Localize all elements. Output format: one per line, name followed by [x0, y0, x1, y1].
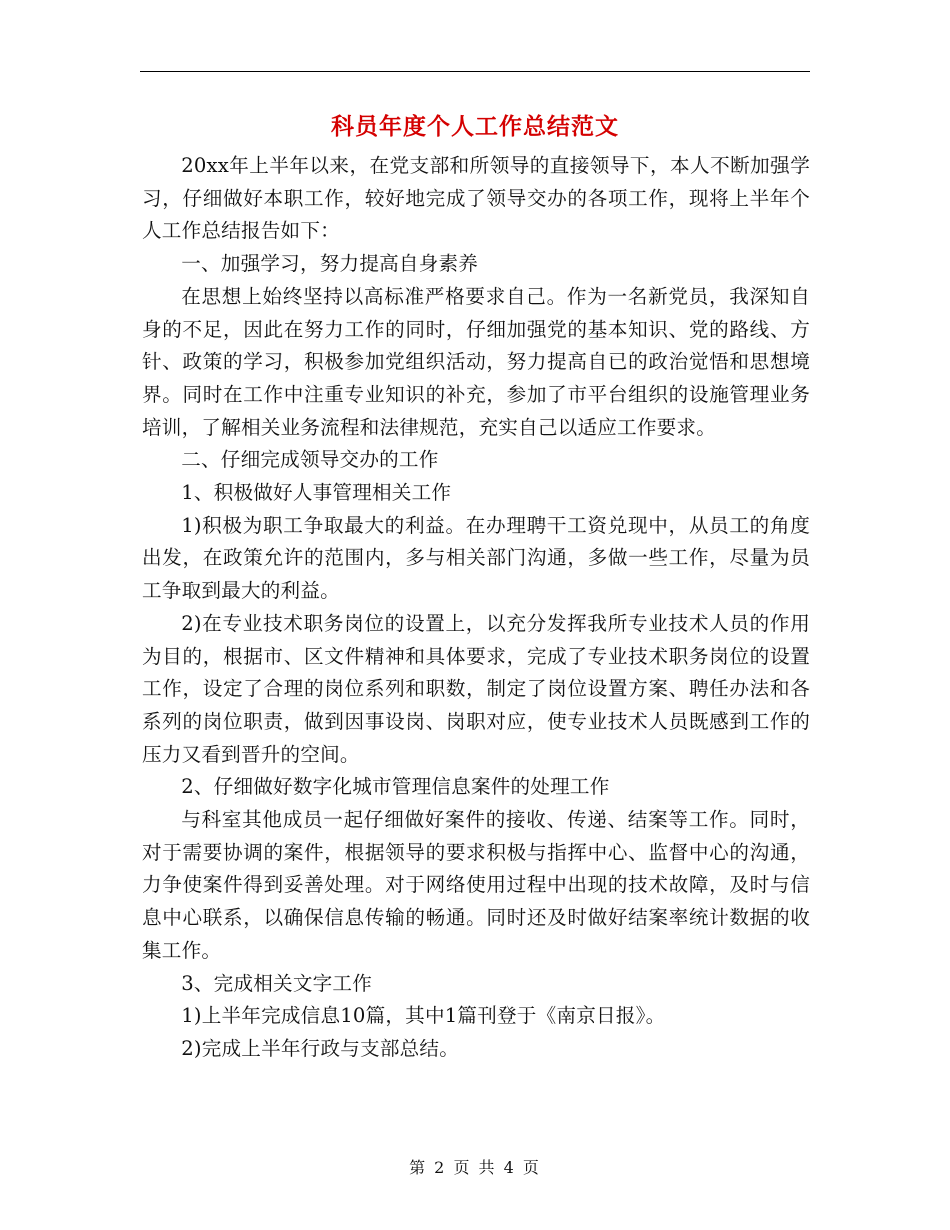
page-number: 第 2 页 共 4 页 [409, 1158, 541, 1177]
subheading-personnel: 1、积极做好人事管理相关工作 [181, 481, 452, 505]
paragraph-info-count: 1)上半年完成信息10篇，其中1篇刊登于《南京日报》。 [181, 1004, 666, 1028]
subheading-digital-city: 2、仔细做好数字化城市管理信息案件的处理工作 [181, 775, 610, 799]
paragraph-positions: 2)在专业技术职务岗位的设置上，以充分发挥我所专业技术人员的作用为目的，根据市、区文件精神和具体要求，完成了专业技术职务岗位的设置工作，设定了合理的岗位系列和职数，制定了岗位设置方案、聘任办法和各系列的岗位职责，做到因事设岗、岗职对应，使专业技术人员既感到工作的压力又看到晋升的空间。 [142, 611, 810, 766]
paragraph-intro: 20xx年上半年以来，在党支部和所领导的直接领导下，本人不断加强学习，仔细做好本职工作，较好地完成了领导交办的各项工作，现将上半年个人工作总结报告如下： [142, 154, 810, 243]
heading-section-2: 二、仔细完成领导交办的工作 [181, 448, 439, 472]
paragraph-summary: 2)完成上半年行政与支部总结。 [181, 1036, 460, 1060]
document-body [142, 150, 810, 1066]
header-rule [140, 71, 810, 72]
paragraph-benefits: 1)积极为职工争取最大的利益。在办理聘干工资兑现中，从员工的角度出发，在政策允许的范围内，多与相关部门沟通，多做一些工作，尽量为员工争取到最大的利益。 [142, 513, 810, 603]
subheading-writing: 3、完成相关文字工作 [181, 971, 372, 995]
heading-section-1: 一、加强学习，努力提高自身素养 [181, 252, 479, 276]
document-title: 科员年度个人工作总结范文 [331, 114, 619, 140]
paragraph-study: 在思想上始终坚持以高标准严格要求自己。作为一名新党员，我深知自身的不足，因此在努力工作的同时，仔细加强党的基本知识、党的路线、方针、政策的学习，积极参加党组织活动，努力提高自已的政治觉悟和思想境界。同时在工作中注重专业知识的补充，参加了市平台组织的设施管理业务培训，了解相关业务流程和法律规范，充实自己以适应工作要求。 [142, 284, 810, 439]
paragraph-cases: 与科室其他成员一起仔细做好案件的接收、传递、结案等工作。同时，对于需要协调的案件，根据领导的要求积极与指挥中心、监督中心的沟通，力争使案件得到妥善处理。对于网络使用过程中出现的技术故障，及时与信息中心联系，以确保信息传输的畅通。同时还及时做好结案率统计数据的收集工作。 [142, 808, 810, 962]
